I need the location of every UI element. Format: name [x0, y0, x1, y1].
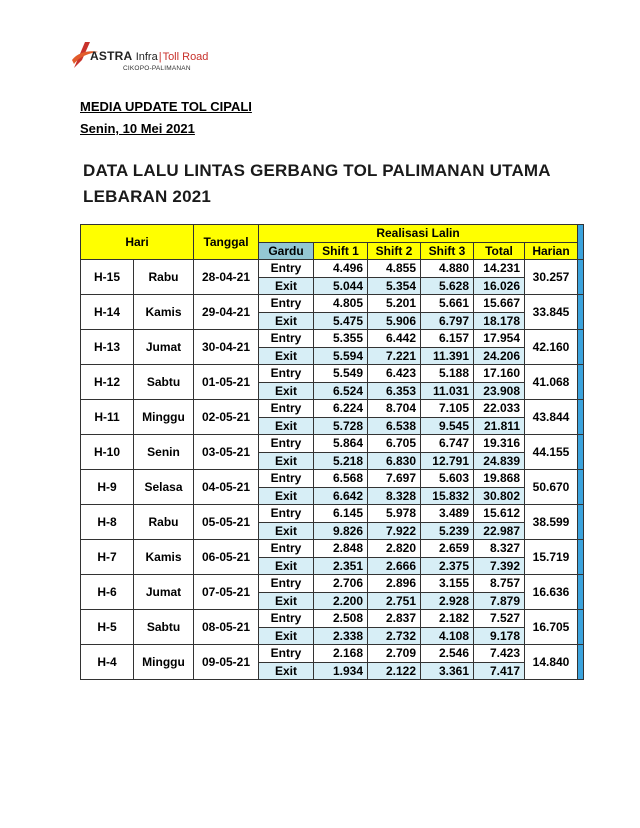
table-edge-stripe	[578, 540, 584, 575]
cell-entry-total: 17.160	[474, 365, 525, 383]
cell-date: 02-05-21	[194, 400, 259, 435]
cell-harian: 50.670	[525, 470, 578, 505]
cell-h-day: H-6	[81, 575, 134, 610]
cell-entry-s2: 2.896	[368, 575, 421, 593]
cell-day-name: Kamis	[134, 295, 194, 330]
cell-harian: 16.636	[525, 575, 578, 610]
cell-exit-s3: 5.628	[421, 277, 474, 295]
cell-entry-total: 17.954	[474, 330, 525, 348]
cell-day-name: Jumat	[134, 575, 194, 610]
table-edge-stripe	[578, 470, 584, 505]
cell-entry-s1: 5.355	[314, 330, 368, 348]
cell-date: 05-05-21	[194, 505, 259, 540]
cell-exit-s2: 2.732	[368, 627, 421, 645]
cell-h-day: H-12	[81, 365, 134, 400]
cell-entry-s2: 2.837	[368, 610, 421, 628]
header-shift3: Shift 3	[421, 242, 474, 260]
cell-entry-s3: 3.489	[421, 505, 474, 523]
cell-entry-total: 22.033	[474, 400, 525, 418]
cell-harian: 38.599	[525, 505, 578, 540]
cell-exit-s3: 3.361	[421, 662, 474, 680]
cell-entry-total: 8.327	[474, 540, 525, 558]
cell-h-day: H-8	[81, 505, 134, 540]
cell-exit-s3: 9.545	[421, 417, 474, 435]
logo-subtitle: CIKOPO-PALIMANAN	[123, 65, 191, 72]
cell-entry-s1: 5.549	[314, 365, 368, 383]
header-hari: Hari	[81, 225, 194, 260]
cell-exit-s2: 8.328	[368, 487, 421, 505]
header-gardu: Gardu	[259, 242, 314, 260]
cell-date: 08-05-21	[194, 610, 259, 645]
cell-entry-s1: 2.168	[314, 645, 368, 663]
cell-entry-s1: 4.805	[314, 295, 368, 313]
table-row-entry	[81, 295, 584, 313]
cell-h-day: H-11	[81, 400, 134, 435]
cell-exit-s2: 6.353	[368, 382, 421, 400]
cell-entry-s2: 4.855	[368, 260, 421, 278]
cell-exit-s1: 1.934	[314, 662, 368, 680]
cell-entry-s2: 6.442	[368, 330, 421, 348]
cell-gardu-entry: Entry	[259, 470, 314, 488]
cell-entry-s2: 5.201	[368, 295, 421, 313]
cell-exit-s1: 5.044	[314, 277, 368, 295]
cell-entry-s3: 4.880	[421, 260, 474, 278]
cell-harian: 14.840	[525, 645, 578, 680]
cell-entry-s3: 6.747	[421, 435, 474, 453]
cell-exit-s2: 2.122	[368, 662, 421, 680]
cell-gardu-exit: Exit	[259, 662, 314, 680]
cell-gardu-exit: Exit	[259, 557, 314, 575]
cell-entry-total: 19.316	[474, 435, 525, 453]
cell-entry-s3: 5.188	[421, 365, 474, 383]
cell-day-name: Sabtu	[134, 610, 194, 645]
cell-gardu-exit: Exit	[259, 627, 314, 645]
cell-date: 30-04-21	[194, 330, 259, 365]
cell-day-name: Kamis	[134, 540, 194, 575]
table-row-entry	[81, 365, 584, 383]
cell-gardu-entry: Entry	[259, 365, 314, 383]
cell-entry-total: 15.612	[474, 505, 525, 523]
cell-gardu-entry: Entry	[259, 330, 314, 348]
cell-h-day: H-14	[81, 295, 134, 330]
cell-h-day: H-9	[81, 470, 134, 505]
table-row-entry	[81, 260, 584, 278]
cell-entry-s3: 7.105	[421, 400, 474, 418]
cell-day-name: Rabu	[134, 260, 194, 295]
logo-brand: ASTRA	[90, 49, 133, 63]
cell-gardu-entry: Entry	[259, 400, 314, 418]
cell-harian: 30.257	[525, 260, 578, 295]
cell-entry-s1: 2.508	[314, 610, 368, 628]
header-shift2: Shift 2	[368, 242, 421, 260]
cell-entry-total: 7.423	[474, 645, 525, 663]
table-edge-stripe	[578, 610, 584, 645]
cell-day-name: Senin	[134, 435, 194, 470]
cell-harian: 41.068	[525, 365, 578, 400]
cell-exit-s1: 6.524	[314, 382, 368, 400]
cell-exit-s1: 5.594	[314, 347, 368, 365]
cell-entry-total: 14.231	[474, 260, 525, 278]
logo-separator: |	[158, 51, 162, 63]
cell-gardu-exit: Exit	[259, 487, 314, 505]
cell-date: 04-05-21	[194, 470, 259, 505]
cell-exit-total: 7.879	[474, 592, 525, 610]
cell-exit-s2: 2.666	[368, 557, 421, 575]
cell-entry-total: 7.527	[474, 610, 525, 628]
cell-date: 06-05-21	[194, 540, 259, 575]
cell-entry-s1: 6.145	[314, 505, 368, 523]
table-edge-stripe	[578, 575, 584, 610]
cell-gardu-exit: Exit	[259, 277, 314, 295]
table-row-entry	[81, 330, 584, 348]
cell-entry-s3: 5.603	[421, 470, 474, 488]
cell-gardu-entry: Entry	[259, 260, 314, 278]
data-title: DATA LALU LINTAS GERBANG TOL PALIMANAN UTAMA LEBARAN 2021	[83, 161, 551, 206]
cell-exit-total: 22.987	[474, 522, 525, 540]
cell-exit-total: 30.802	[474, 487, 525, 505]
cell-exit-total: 23.908	[474, 382, 525, 400]
cell-exit-s1: 9.826	[314, 522, 368, 540]
cell-gardu-entry: Entry	[259, 575, 314, 593]
table-edge-stripe	[578, 225, 584, 260]
cell-exit-total: 18.178	[474, 312, 525, 330]
media-date: Senin, 10 Mei 2021	[80, 121, 195, 136]
cell-harian: 33.845	[525, 295, 578, 330]
media-title: MEDIA UPDATE TOL CIPALI	[80, 99, 252, 114]
cell-exit-s3: 15.832	[421, 487, 474, 505]
cell-entry-s2: 6.705	[368, 435, 421, 453]
cell-entry-s1: 5.864	[314, 435, 368, 453]
cell-exit-s3: 2.375	[421, 557, 474, 575]
cell-exit-s3: 6.797	[421, 312, 474, 330]
traffic-table	[80, 224, 584, 680]
cell-harian: 42.160	[525, 330, 578, 365]
cell-exit-total: 21.811	[474, 417, 525, 435]
cell-entry-s2: 2.820	[368, 540, 421, 558]
cell-gardu-entry: Entry	[259, 610, 314, 628]
cell-exit-s1: 2.200	[314, 592, 368, 610]
header-realisasi: Realisasi Lalin	[259, 225, 578, 243]
cell-day-name: Rabu	[134, 505, 194, 540]
cell-exit-total: 9.178	[474, 627, 525, 645]
cell-exit-s3: 5.239	[421, 522, 474, 540]
cell-date: 09-05-21	[194, 645, 259, 680]
cell-exit-s3: 2.928	[421, 592, 474, 610]
table-body	[81, 260, 584, 680]
cell-exit-s3: 11.391	[421, 347, 474, 365]
cell-exit-s1: 5.728	[314, 417, 368, 435]
cell-exit-total: 7.417	[474, 662, 525, 680]
cell-exit-s3: 12.791	[421, 452, 474, 470]
cell-date: 03-05-21	[194, 435, 259, 470]
cell-gardu-entry: Entry	[259, 540, 314, 558]
cell-gardu-exit: Exit	[259, 347, 314, 365]
cell-entry-total: 8.757	[474, 575, 525, 593]
cell-gardu-exit: Exit	[259, 312, 314, 330]
table-row-entry	[81, 575, 584, 593]
cell-gardu-exit: Exit	[259, 417, 314, 435]
cell-day-name: Jumat	[134, 330, 194, 365]
cell-exit-s2: 7.221	[368, 347, 421, 365]
logo-text	[90, 49, 208, 64]
logo-infra: Infra	[135, 51, 158, 63]
cell-exit-total: 7.392	[474, 557, 525, 575]
cell-entry-s1: 4.496	[314, 260, 368, 278]
cell-h-day: H-4	[81, 645, 134, 680]
cell-entry-s2: 8.704	[368, 400, 421, 418]
cell-exit-total: 16.026	[474, 277, 525, 295]
cell-exit-s1: 2.338	[314, 627, 368, 645]
cell-exit-s2: 2.751	[368, 592, 421, 610]
cell-entry-s3: 3.155	[421, 575, 474, 593]
cell-gardu-exit: Exit	[259, 382, 314, 400]
cell-gardu-exit: Exit	[259, 592, 314, 610]
cell-day-name: Minggu	[134, 645, 194, 680]
cell-date: 29-04-21	[194, 295, 259, 330]
cell-entry-s3: 5.661	[421, 295, 474, 313]
cell-entry-s1: 6.224	[314, 400, 368, 418]
cell-entry-s2: 2.709	[368, 645, 421, 663]
table-row-entry	[81, 400, 584, 418]
cell-exit-s1: 6.642	[314, 487, 368, 505]
cell-entry-s3: 2.659	[421, 540, 474, 558]
cell-exit-s1: 5.218	[314, 452, 368, 470]
table-edge-stripe	[578, 330, 584, 365]
cell-entry-s1: 2.706	[314, 575, 368, 593]
cell-h-day: H-7	[81, 540, 134, 575]
cell-gardu-entry: Entry	[259, 505, 314, 523]
cell-gardu-exit: Exit	[259, 452, 314, 470]
cell-entry-s1: 6.568	[314, 470, 368, 488]
table-edge-stripe	[578, 505, 584, 540]
cell-exit-s1: 5.475	[314, 312, 368, 330]
cell-entry-s2: 5.978	[368, 505, 421, 523]
cell-h-day: H-15	[81, 260, 134, 295]
cell-exit-s3: 11.031	[421, 382, 474, 400]
table-edge-stripe	[578, 400, 584, 435]
cell-exit-s2: 5.906	[368, 312, 421, 330]
cell-date: 01-05-21	[194, 365, 259, 400]
company-logo	[70, 38, 220, 78]
table-row-entry	[81, 470, 584, 488]
cell-entry-s1: 2.848	[314, 540, 368, 558]
cell-entry-s3: 2.182	[421, 610, 474, 628]
table-edge-stripe	[578, 365, 584, 400]
cell-harian: 43.844	[525, 400, 578, 435]
cell-harian: 15.719	[525, 540, 578, 575]
cell-gardu-entry: Entry	[259, 435, 314, 453]
cell-entry-s3: 6.157	[421, 330, 474, 348]
cell-exit-s1: 2.351	[314, 557, 368, 575]
cell-day-name: Selasa	[134, 470, 194, 505]
cell-gardu-entry: Entry	[259, 645, 314, 663]
cell-entry-s2: 6.423	[368, 365, 421, 383]
cell-entry-total: 15.667	[474, 295, 525, 313]
cell-exit-s2: 5.354	[368, 277, 421, 295]
table-row-entry	[81, 645, 584, 663]
header-tanggal: Tanggal	[194, 225, 259, 260]
cell-gardu-exit: Exit	[259, 522, 314, 540]
cell-exit-s2: 7.922	[368, 522, 421, 540]
header-shift1: Shift 1	[314, 242, 368, 260]
cell-exit-s2: 6.538	[368, 417, 421, 435]
table-edge-stripe	[578, 260, 584, 295]
cell-entry-total: 19.868	[474, 470, 525, 488]
cell-date: 28-04-21	[194, 260, 259, 295]
table-row-entry	[81, 435, 584, 453]
cell-date: 07-05-21	[194, 575, 259, 610]
table-row-entry	[81, 505, 584, 523]
cell-entry-s3: 2.546	[421, 645, 474, 663]
logo-division: Toll Road	[162, 51, 209, 63]
table-edge-stripe	[578, 295, 584, 330]
cell-h-day: H-10	[81, 435, 134, 470]
cell-exit-s3: 4.108	[421, 627, 474, 645]
cell-exit-s2: 6.830	[368, 452, 421, 470]
table-edge-stripe	[578, 435, 584, 470]
cell-gardu-entry: Entry	[259, 295, 314, 313]
cell-harian: 44.155	[525, 435, 578, 470]
header-total: Total	[474, 242, 525, 260]
cell-exit-total: 24.839	[474, 452, 525, 470]
table-row-entry	[81, 540, 584, 558]
table-edge-stripe	[578, 645, 584, 680]
cell-exit-total: 24.206	[474, 347, 525, 365]
cell-day-name: Sabtu	[134, 365, 194, 400]
cell-h-day: H-13	[81, 330, 134, 365]
cell-entry-s2: 7.697	[368, 470, 421, 488]
cell-harian: 16.705	[525, 610, 578, 645]
cell-day-name: Minggu	[134, 400, 194, 435]
header-harian: Harian	[525, 242, 578, 260]
cell-h-day: H-5	[81, 610, 134, 645]
table-row-entry	[81, 610, 584, 628]
